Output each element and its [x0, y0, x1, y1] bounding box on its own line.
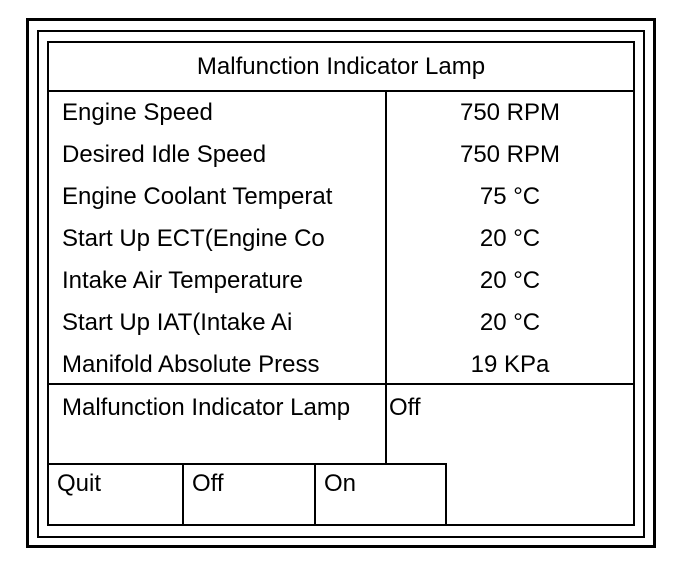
parameter-row	[49, 302, 633, 344]
off-button-label: Off	[192, 470, 224, 497]
screen-title-text: Malfunction Indicator Lamp	[196, 52, 486, 80]
parameter-label: Engine Coolant Temperat	[62, 183, 333, 210]
parameter-label: Engine Speed	[62, 99, 213, 126]
parameter-row	[49, 218, 633, 260]
parameter-value: 20 °C	[479, 225, 541, 252]
scan-tool-panel	[47, 41, 635, 526]
parameter-table	[49, 92, 633, 385]
parameter-row	[49, 344, 633, 386]
quit-button-label: Quit	[57, 470, 102, 497]
on-button-label: On	[324, 470, 357, 497]
softkey-bar	[49, 463, 447, 524]
parameter-row	[49, 134, 633, 176]
control-label: Malfunction Indicator Lamp	[62, 394, 351, 421]
parameter-value: 75 °C	[479, 183, 541, 210]
parameter-label: Manifold Absolute Press	[62, 351, 320, 378]
parameter-label: Start Up ECT(Engine Co	[62, 225, 325, 252]
control-divider	[385, 385, 387, 463]
control-status-value: Off	[389, 394, 421, 421]
parameter-row	[49, 260, 633, 302]
parameter-label: Desired Idle Speed	[62, 141, 267, 168]
off-button[interactable]	[182, 465, 314, 524]
parameter-value: 750 RPM	[459, 141, 561, 168]
parameter-label: Intake Air Temperature	[62, 267, 304, 294]
control-section	[49, 385, 633, 524]
parameter-value: 19 KPa	[470, 351, 550, 378]
quit-button[interactable]	[49, 465, 182, 524]
screen-title	[49, 43, 633, 92]
parameter-value: 20 °C	[479, 267, 541, 294]
parameter-row	[49, 176, 633, 218]
parameter-label: Start Up IAT(Intake Ai	[62, 309, 293, 336]
parameter-value: 750 RPM	[459, 99, 561, 126]
parameter-value: 20 °C	[479, 309, 541, 336]
on-button[interactable]	[314, 465, 445, 524]
parameter-row	[49, 92, 633, 134]
